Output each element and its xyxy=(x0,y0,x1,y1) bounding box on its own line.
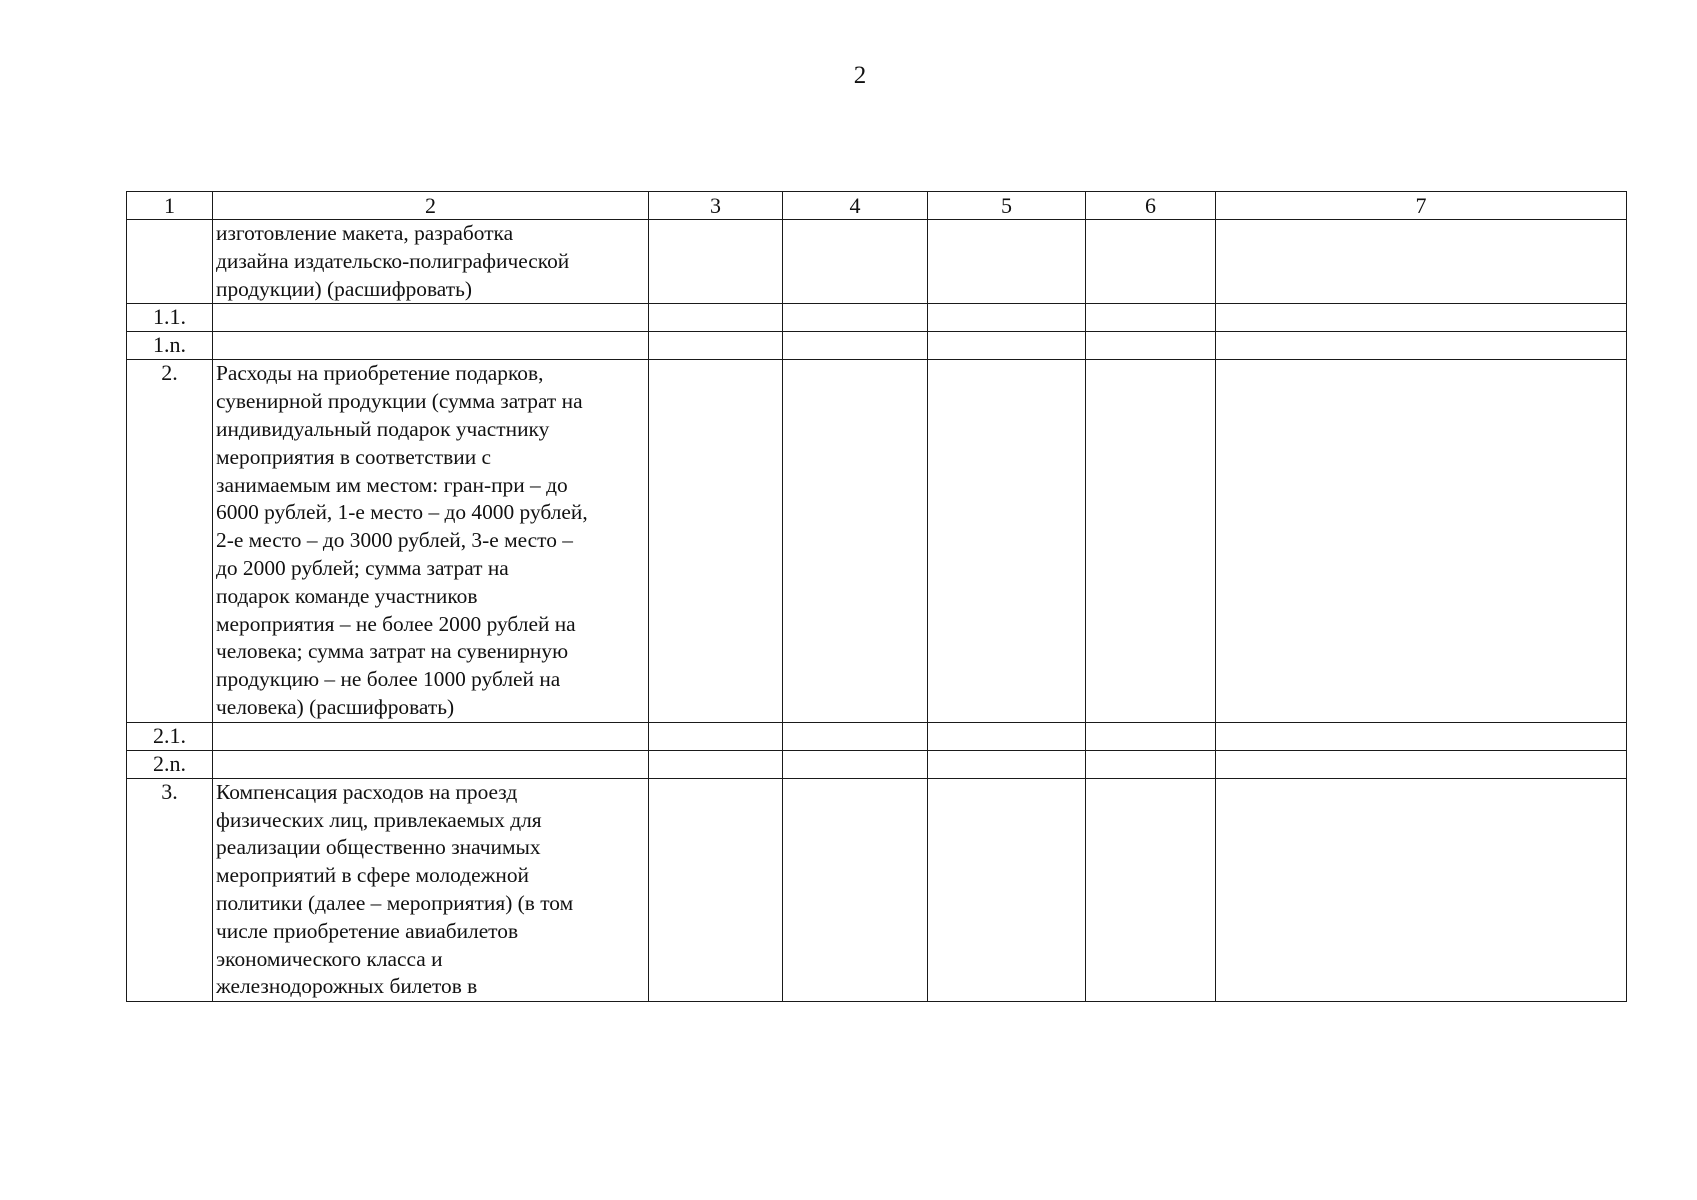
row-number: 2.1. xyxy=(127,722,213,750)
description-line: политики (далее – мероприятия) (в том xyxy=(216,890,574,915)
description-line: дизайна издательско-полиграфической xyxy=(216,248,570,273)
row-description xyxy=(213,360,649,722)
description-line: человека; сумма затрат на сувенирную xyxy=(216,639,569,664)
cell-column-7 xyxy=(1216,360,1627,722)
row-description xyxy=(213,750,649,778)
expense-table xyxy=(126,191,1627,1002)
description-line: мероприятия в соответствии с xyxy=(216,444,491,469)
cell-column-3 xyxy=(649,722,783,750)
description-line: индивидуальный подарок участнику xyxy=(216,416,550,441)
description-line: 6000 рублей, 1-е место – до 4000 рублей, xyxy=(216,500,588,525)
table-row xyxy=(127,360,1627,722)
table-row xyxy=(127,304,1627,332)
cell-column-5 xyxy=(928,722,1086,750)
description-line: железнодорожных билетов в xyxy=(216,974,478,999)
cell-column-4 xyxy=(783,778,928,1001)
description-line: числе приобретение авиабилетов xyxy=(216,918,519,943)
description-line: экономического класса и xyxy=(216,946,443,971)
cell-column-5 xyxy=(928,360,1086,722)
cell-column-4 xyxy=(783,220,928,304)
row-description xyxy=(213,722,649,750)
table-row xyxy=(127,722,1627,750)
row-number: 1.n. xyxy=(127,332,213,360)
description-line: мероприятия – не более 2000 рублей на xyxy=(216,611,576,636)
description-line: реализации общественно значимых xyxy=(216,835,541,860)
cell-column-3 xyxy=(649,750,783,778)
cell-column-5 xyxy=(928,750,1086,778)
row-description xyxy=(213,332,649,360)
cell-column-3 xyxy=(649,360,783,722)
description-line: до 2000 рублей; сумма затрат на xyxy=(216,555,509,580)
description-line: Расходы на приобретение подарков, xyxy=(216,361,544,386)
description-line: подарок команде участников xyxy=(216,583,478,608)
cell-column-5 xyxy=(928,332,1086,360)
table-header-row xyxy=(127,192,1627,220)
description-line: человека) (расшифровать) xyxy=(216,694,455,719)
column-header-2: 2 xyxy=(213,192,649,220)
cell-column-6 xyxy=(1086,220,1216,304)
cell-column-5 xyxy=(928,304,1086,332)
table-row xyxy=(127,778,1627,1001)
description-line: физических лиц, привлекаемых для xyxy=(216,807,542,832)
cell-column-3 xyxy=(649,304,783,332)
column-header-7: 7 xyxy=(1216,192,1627,220)
description-line: занимаемым им местом: гран-при – до xyxy=(216,472,568,497)
cell-column-3 xyxy=(649,778,783,1001)
column-header-3: 3 xyxy=(649,192,783,220)
cell-column-7 xyxy=(1216,778,1627,1001)
column-header-4: 4 xyxy=(783,192,928,220)
row-number: 2. xyxy=(127,360,213,722)
cell-column-6 xyxy=(1086,750,1216,778)
row-description xyxy=(213,304,649,332)
table-row xyxy=(127,220,1627,304)
page-number: 2 xyxy=(853,62,867,89)
description-line: мероприятий в сфере молодежной xyxy=(216,863,529,888)
cell-column-6 xyxy=(1086,304,1216,332)
cell-column-5 xyxy=(928,220,1086,304)
table-row xyxy=(127,750,1627,778)
row-number: 1.1. xyxy=(127,304,213,332)
description-line: Компенсация расходов на проезд xyxy=(216,779,518,804)
description-line: продукции) (расшифровать) xyxy=(216,276,472,301)
cell-column-6 xyxy=(1086,778,1216,1001)
row-number: 3. xyxy=(127,778,213,1001)
cell-column-7 xyxy=(1216,304,1627,332)
cell-column-7 xyxy=(1216,722,1627,750)
row-description xyxy=(213,220,649,304)
row-number xyxy=(127,220,213,304)
cell-column-4 xyxy=(783,360,928,722)
description-line: сувенирной продукции (сумма затрат на xyxy=(216,389,583,414)
cell-column-7 xyxy=(1216,750,1627,778)
cell-column-7 xyxy=(1216,332,1627,360)
cell-column-5 xyxy=(928,778,1086,1001)
column-header-1: 1 xyxy=(127,192,213,220)
column-header-5: 5 xyxy=(928,192,1086,220)
description-line: изготовление макета, разработка xyxy=(216,221,514,245)
row-number: 2.n. xyxy=(127,750,213,778)
cell-column-6 xyxy=(1086,722,1216,750)
cell-column-4 xyxy=(783,750,928,778)
cell-column-3 xyxy=(649,220,783,304)
table-body xyxy=(127,192,1627,1002)
table-row xyxy=(127,332,1627,360)
row-description xyxy=(213,778,649,1001)
cell-column-7 xyxy=(1216,220,1627,304)
cell-column-3 xyxy=(649,332,783,360)
description-line: 2-е место – до 3000 рублей, 3-е место – xyxy=(216,528,573,553)
cell-column-4 xyxy=(783,304,928,332)
cell-column-6 xyxy=(1086,332,1216,360)
column-header-6: 6 xyxy=(1086,192,1216,220)
cell-column-6 xyxy=(1086,360,1216,722)
description-line: продукцию – не более 1000 рублей на xyxy=(216,667,561,692)
cell-column-4 xyxy=(783,722,928,750)
cell-column-4 xyxy=(783,332,928,360)
